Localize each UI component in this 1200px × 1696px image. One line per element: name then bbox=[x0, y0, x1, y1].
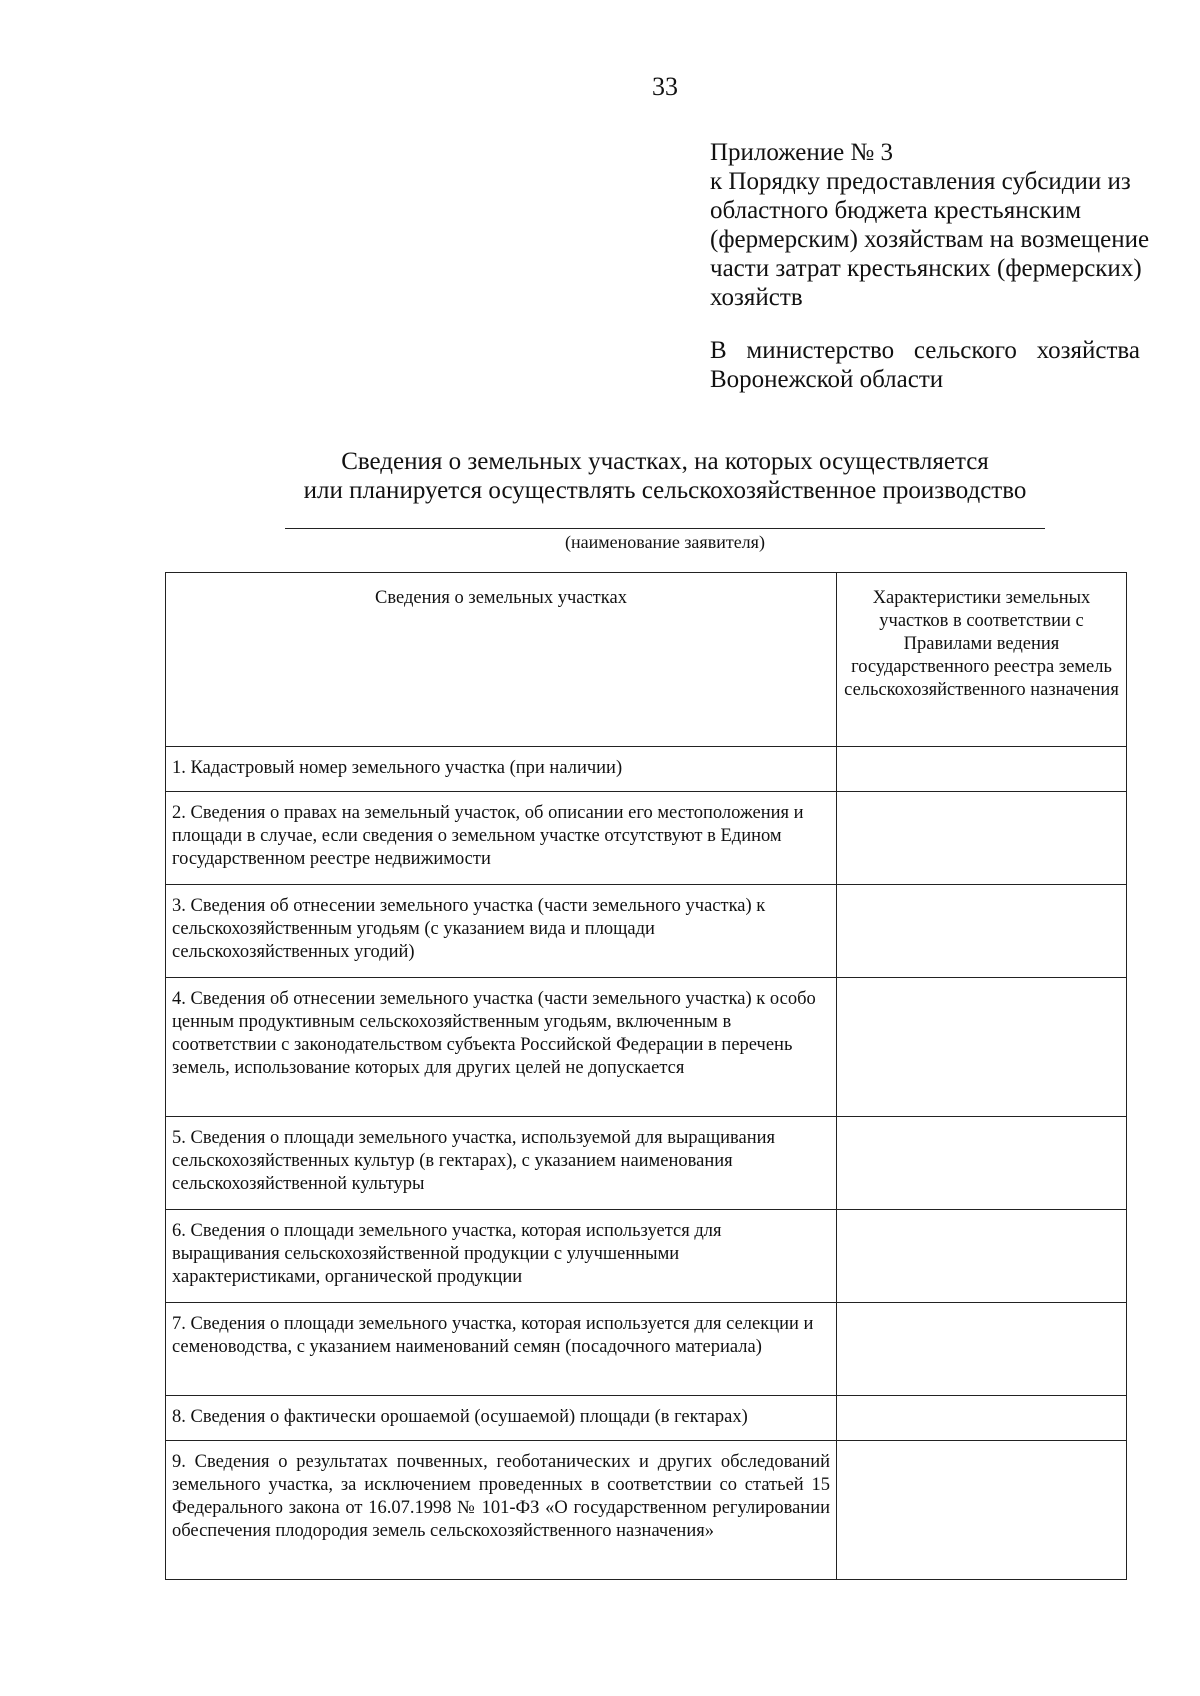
table-row bbox=[166, 1210, 1127, 1303]
table-row bbox=[166, 1303, 1127, 1396]
appendix-line: части затрат крестьянских (фермерских) bbox=[710, 255, 1142, 282]
row-value-cell[interactable] bbox=[837, 1441, 1127, 1580]
row-value-cell[interactable] bbox=[837, 1396, 1127, 1441]
table-row bbox=[166, 978, 1127, 1117]
addressee-block bbox=[710, 336, 1140, 394]
row-label: 5. Сведения о площади земельного участка, используемой для выращивания сельскохозяйственных культур (в гектарах), с указанием наименования сельскохозяйственной культуры bbox=[166, 1117, 837, 1210]
addressee-line: В министерство сельского хозяйства bbox=[710, 337, 1140, 364]
row-label: 4. Сведения об отнесении земельного участка (части земельного участка) к особо ценным продуктивным сельскохозяйственным угодьям, включенным в соответствии с законодательством субъекта Российской Федерации в перечень земель, использование которых для других целей не допускается bbox=[166, 978, 837, 1117]
row-value-cell[interactable] bbox=[837, 1303, 1127, 1396]
row-label: 9. Сведения о результатах почвенных, геоботанических и других обследований земельного участка, за исключением проведенных в соответствии со статьей 15 Федерального закона от 16.07.1998 № 101-ФЗ «О государственном регулировании обеспечения плодородия земель сельскохозяйственного назначения» bbox=[166, 1441, 837, 1580]
header-characteristics: Характеристики земельных участков в соответствии с Правилами ведения государственного реестра земель сельскохозяйственного назначения bbox=[837, 573, 1127, 747]
applicant-name-field[interactable] bbox=[285, 528, 1045, 529]
table-row bbox=[166, 1117, 1127, 1210]
table-row bbox=[166, 792, 1127, 885]
row-value-cell[interactable] bbox=[837, 747, 1127, 792]
appendix-line: Приложение № 3 bbox=[710, 139, 894, 166]
table-row bbox=[166, 747, 1127, 792]
table-row bbox=[166, 885, 1127, 978]
table-row bbox=[166, 1396, 1127, 1441]
table-header-row bbox=[166, 573, 1127, 747]
appendix-line: хозяйств bbox=[710, 284, 803, 311]
row-value-cell[interactable] bbox=[837, 978, 1127, 1117]
land-plots-table bbox=[165, 572, 1127, 1580]
header-plot-info: Сведения о земельных участках bbox=[166, 573, 837, 747]
title-line-2: или планируется осуществлять сельскохозяйственное производство bbox=[303, 477, 1027, 504]
row-value-cell[interactable] bbox=[837, 792, 1127, 885]
appendix-block bbox=[710, 138, 1150, 312]
appendix-line: к Порядку предоставления субсидии из bbox=[710, 168, 1131, 195]
row-label: 3. Сведения об отнесении земельного участка (части земельного участка) к сельскохозяйственным угодьям (с указанием вида и площади сельскохозяйственных угодий) bbox=[166, 885, 837, 978]
row-label: 1. Кадастровый номер земельного участка (при наличии) bbox=[166, 747, 837, 792]
row-label: 8. Сведения о фактически орошаемой (осушаемой) площади (в гектарах) bbox=[166, 1396, 837, 1441]
row-label: 7. Сведения о площади земельного участка, которая используется для селекции и семеноводства, с указанием наименований семян (посадочного материала) bbox=[166, 1303, 837, 1396]
row-value-cell[interactable] bbox=[837, 1117, 1127, 1210]
row-value-cell[interactable] bbox=[837, 1210, 1127, 1303]
row-label: 6. Сведения о площади земельного участка, которая используется для выращивания сельскохозяйственной продукции с улучшенными характеристиками, органической продукции bbox=[166, 1210, 837, 1303]
appendix-line: (фермерским) хозяйствам на возмещение bbox=[710, 226, 1150, 253]
row-label: 2. Сведения о правах на земельный участок, об описании его местоположения и площади в случае, если сведения о земельном участке отсутствуют в Едином государственном реестре недвижимости bbox=[166, 792, 837, 885]
addressee-line: Воронежской области bbox=[710, 366, 944, 393]
document-title bbox=[250, 447, 1080, 505]
title-line-1: Сведения о земельных участках, на которых осуществляется bbox=[341, 448, 989, 475]
row-value-cell[interactable] bbox=[837, 885, 1127, 978]
page-number: 33 bbox=[652, 72, 678, 101]
table-row bbox=[166, 1441, 1127, 1580]
applicant-caption: (наименование заявителя) bbox=[565, 532, 765, 552]
appendix-line: областного бюджета крестьянским bbox=[710, 197, 1082, 224]
